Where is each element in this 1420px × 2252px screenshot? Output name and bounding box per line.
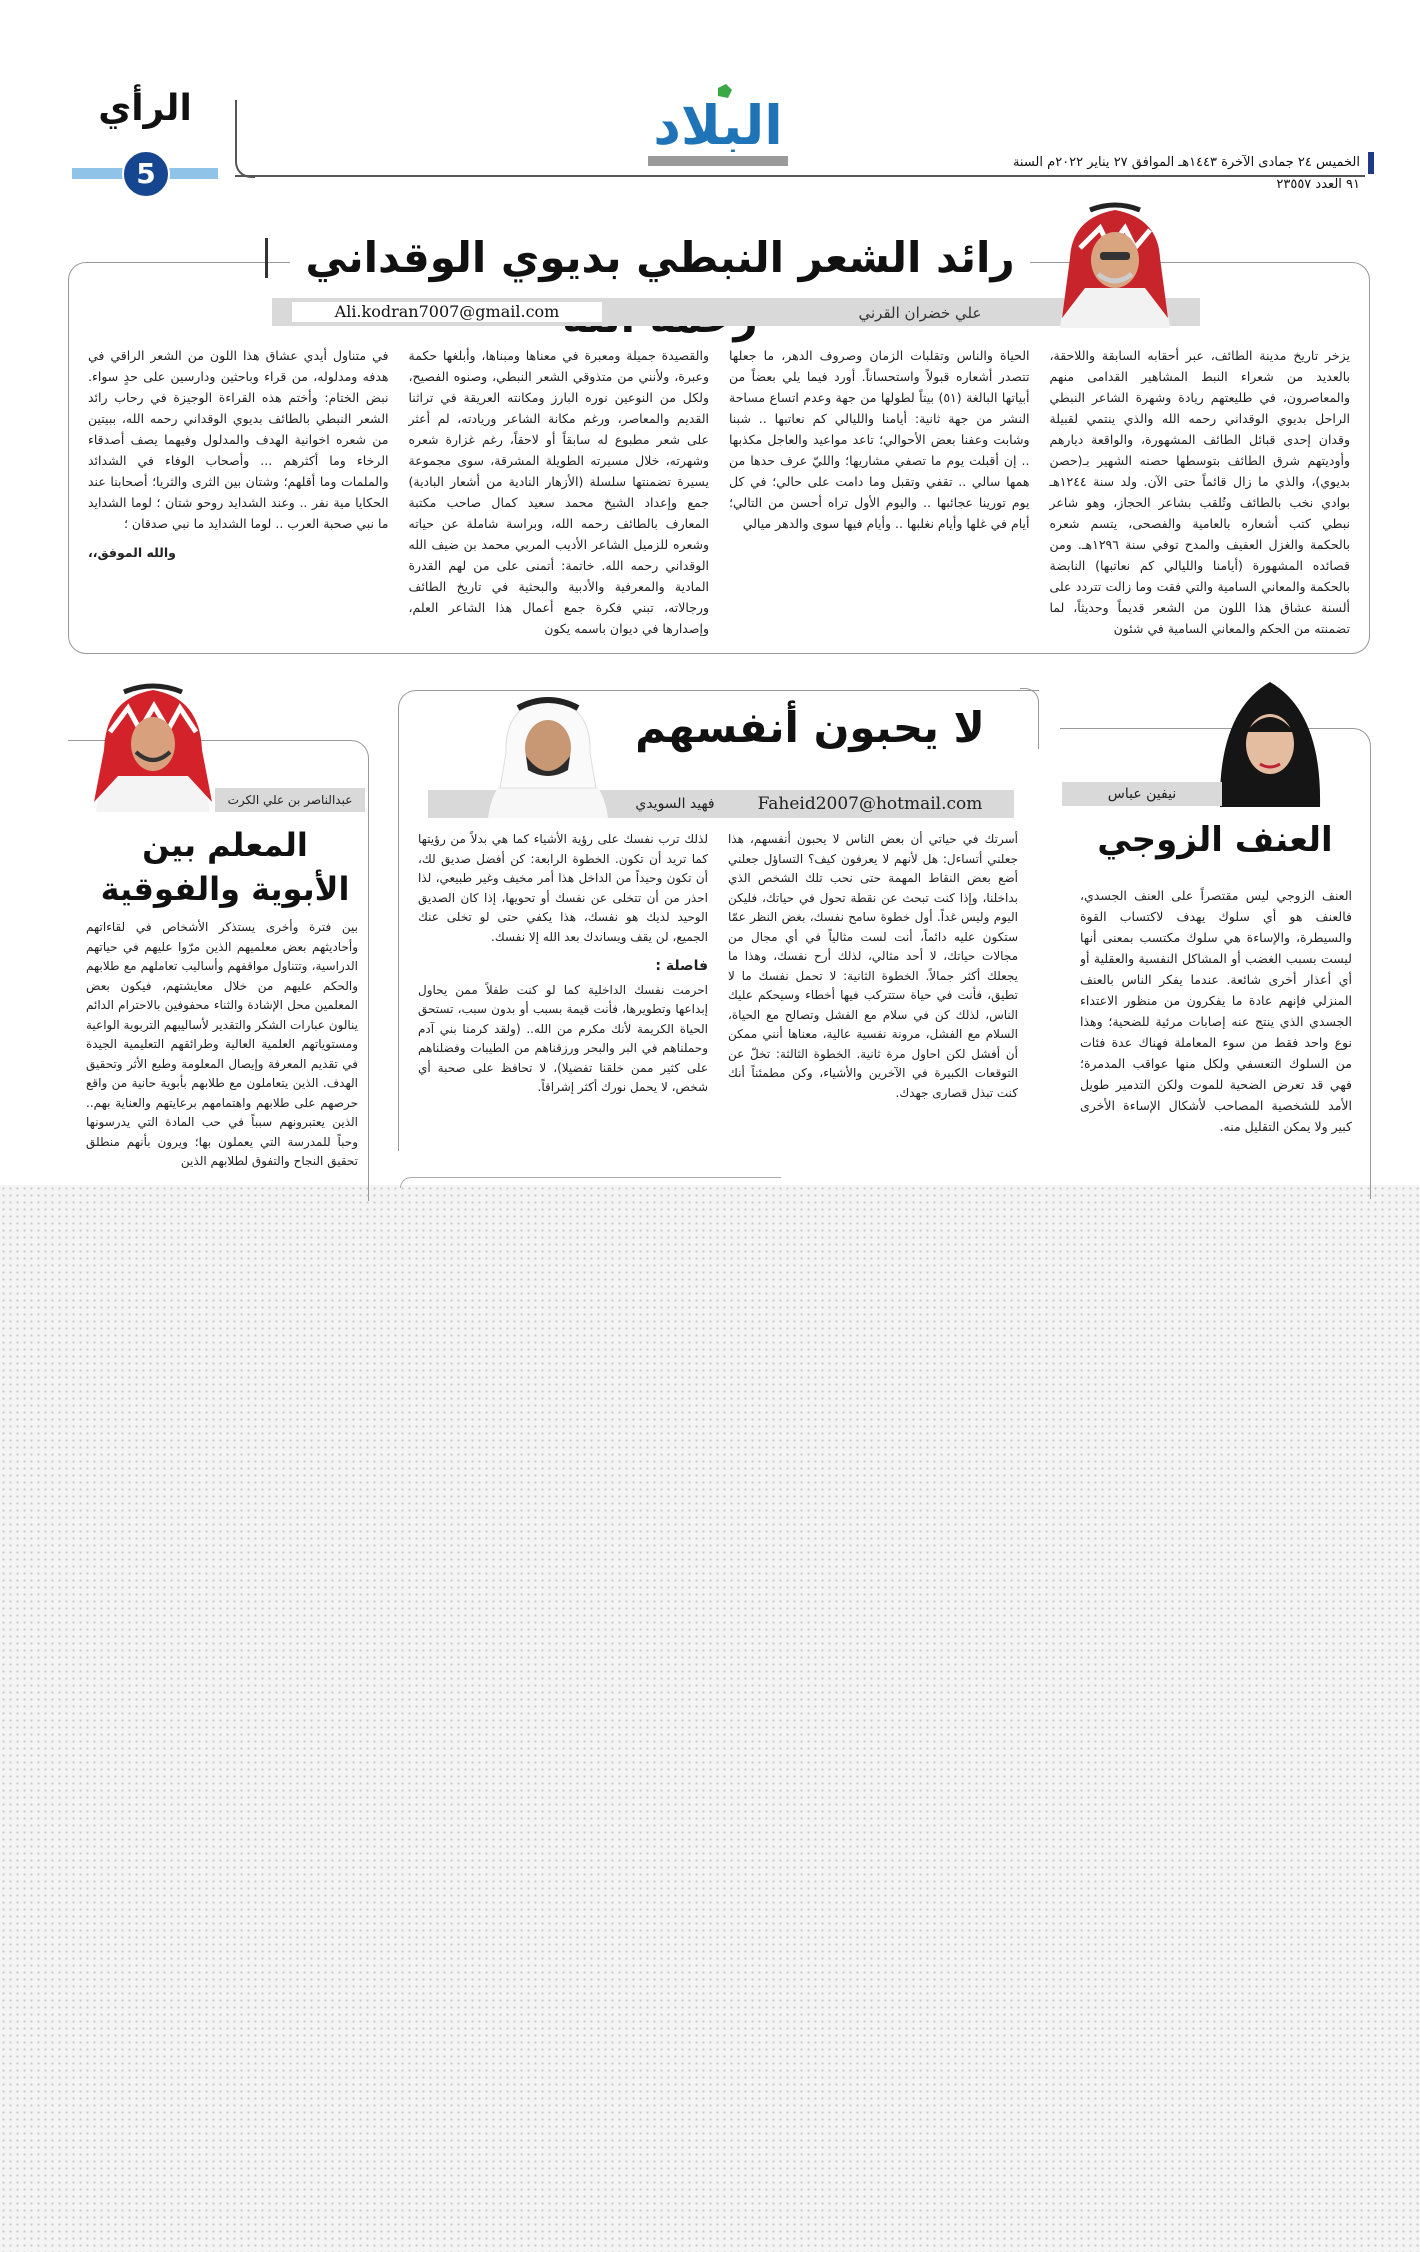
middle-article-subhead: فاصلة :	[655, 958, 708, 974]
title-accent-rule	[265, 238, 268, 278]
middle-author-email: Faheid2007@hotmail.com	[757, 794, 983, 814]
left-author-name: عبدالناصر بن علي الكرت	[215, 788, 365, 812]
main-article-column-3	[409, 345, 710, 640]
middle-author-photo	[478, 678, 618, 818]
issue-date-line: الخميس ٢٤ جمادى الآخرة ١٤٤٣هـ الموافق ٢٧ يناير ٢٠٢٢م السنة ٩١ العدد ٢٣٥٥٧	[1010, 152, 1374, 174]
paragraph: والقصيدة جميلة ومعبرة في معناها ومبناها، وأبلغها حكمة وعبرة، ولأنني من متذوقي الشعر النبطي، وصنوه الفصيح، ولكل من النوعين نوره البارز ومكانته العريقة في تراثنا القديم والمعاصر، ورغم مكانة الشاعر وريادته، لم أعثر على شعر مطبوع له سابقاً أو لاحقاً، رغم غزارة شعره وشهرته، خلال مسيرته الطويلة المشرقة، سوى مجموعة يسيرة تضمنتها سلسلة (الأزهار النادية من أشعار البادية) جمع وإعداد الشيخ محمد سعيد كمال صاحب مكتبة المعارف بالطائف رحمه الله، وبراسة شاملة عن حياته وشعره للزميل الشاعر الأديب المربي محمد بن ضيف الله الوقداني رحمه الله. خاتمة: أتمنى على من لهم القدرة المادية والمعرفية والأدبية والبحثية في تاريخ الطائف ورجالاته، تبني فكرة جمع أعمال هذا الشاعر العلم، وإصدارها في ديوان باسمه يكون	[408, 348, 709, 636]
left-article-body	[86, 918, 358, 1188]
logo-graphic	[648, 82, 788, 152]
main-article-column-1	[1050, 345, 1351, 640]
bottom-frame-rule	[400, 1177, 781, 1188]
right-article-body	[1080, 885, 1352, 1185]
main-author-photo	[1050, 188, 1180, 328]
section-title: الرأي	[98, 88, 192, 129]
right-article-text: العنف الزوجي ليس مقتصراً على العنف الجسدي، فالعنف هو أي سلوك يهدف لاكتساب القوة والسيطرة، والإساءة هي سلوك مكتسب بمعنى أنها ليست بسبب الغضب أو المشاكل النفسية والعقلية أو أي أعذار أخرى شائعة. عندما يفكر الناس بالعنف المنزلي فإنهم عادة ما يفكرون من منظور الاعتداء الجسدي الذي ينتج عنه إصابات مرئية للضحية؛ وهذا نوع واحد فقط من سوء المعاملة فهناك عدة فئات من السلوك التعسفي ولكل منها عواقب المدمرة؛ فهي قد تعرض الضحية للموت ولكن التدمير طويل الأمد للشخصية المصاحب لأشكال الإساءة الأخرى كبير ولا يمكن التقليل منه.	[1080, 888, 1352, 1134]
right-article-title: العنف الزوجي	[1097, 820, 1333, 860]
left-title-line-2: الأبوية والفوقية	[100, 870, 350, 908]
newspaper-logo	[648, 82, 788, 172]
main-article-column-4	[88, 345, 389, 640]
middle-article-column-1	[728, 830, 1018, 1150]
main-article-column-2	[729, 345, 1030, 640]
paragraph: في متناول أيدي عشاق هذا اللون من الشعر الراقي في هدفه ومدلوله، من قراء وباحثين ودارسين على حدٍ سواء. نبض الختام: وأختم هذه القراءة الوجيزة في رحاب رائد الشعر النبطي بالطائف بديوي الوقداني رحمه الله، ببيتين من شعره اخوانية الهدف والمدلول وفيهما يصف أصدقاء الرخاء وما أكثرهم ... وأصحاب الوفاء في الشدائد والملمات وما أقلهم؛ وشتان بين الثرى والثريا؛ أصحابنا عند الحكايا مية نفر .. وعند الشدايد روحو شتان ؛ لوما الشدايد ما نبي صحبة العرب .. لوما الشدايد ما نبي صدقان ؛	[88, 348, 389, 531]
paragraph: يزخر تاريخ مدينة الطائف، عبر أحقابه السابقة واللاحقة، بالعديد من شعراء النبط المشاهير القدامى منهم والمعاصرون، في طليعتهم ريادة وشهرة الشاعر النبطي الراحل بديوي الوقداني رحمه الله والذي ينتمي لقبيلة وقدان إحدى قبائل الطائف المشهورة، والواقعة ديارهم وأوديتهم شرق الطائف بتوسطها حصنه الشهير بـ(حصن بديوي)، والذي ما زال قائماً حتى الآن. ولد سنة ١٢٤٤هـ بوادي نخب بالطائف وتُلقب بشاعر الحجاز، وهو شاعر نبطي كتب أشعاره بالعامية والفصحى، يتسم شعره بالحكمة والغزل العفيف والمدح توفي سنة ١٢٩٦هـ. ومن قصائده المشهورة (أيامنا والليالي كم نعاتبها) النابضة بالحكمة والمعاني السامية والتي فقت وما زالت تتردد على ألسنة عشاق هذا اللون من الشعر قديماً وحديثاً، لما تضمنته من الحكم والمعاني السامية في شئون	[1049, 348, 1350, 636]
main-author-name: علي خضران القرني	[858, 304, 982, 322]
main-author-email: Ali.kodran7007@gmail.com	[292, 302, 602, 322]
paragraph: احرمت نفسك الداخلية كما لو كنت طفلاً ممن يحاول إبداعها وتطويرها، فأنت قيمة بسبب أو بدون سبب، تستحق الحياة الكريمة لأنك مكرم من الله.. (ولقد كرمنا بني آدم وحملناهم في البر والبحر ورزقناهم من الطيبات وفضلناهم على كثير ممن خلقنا تفضيلا)، لا تحافظ على صحبة أي شخص، لا يحمل نورك أكثر إشراقاً.	[418, 982, 708, 1094]
header-rule-curve	[235, 100, 255, 178]
paragraph: أسرتك في حياتي أن بعض الناس لا يحبون أنفسهم، هذا جعلني أتساءل: هل لأنهم لا يعرفون كيف؟ التساؤل جعلني أضع بعض النقاط المهمة حتى نحب تلك الشخص الذي بداخلنا، وإذا كنت تبحث عن نقطة تحول في حياتك، فليكن اليوم وليس غداً. أول خطوة سامح نفسك، بغض النظر عمّا ستكون عليه دائماً، أنت لست مثالياً في أي مجال من مجالات حياتك، لا أحد مثالي، لذلك أرح نفسك، وهذا ما يجعلك أكثر جمالاً. الخطوة الثانية: لا تحمل نفسك ما لا تطيق، فأنت في حياة ستتركب فيها أخطاء وسيحكم عليك الناس، لذلك كن في سلام مع الفشل وتصالح مع الحياة، السلام مع الفشل، مرونة نفسية عالية، معناها أنني ممكن أن أفشل لكن احاول مرة ثانية. الخطوة الثالثة: تخلّ عن التوقعات الكبيرة في الآخرين والأشياء، وكن مطمئناً أنك كنت تبذل قصارى جهدك.	[728, 832, 1018, 1100]
main-article-title: رائد الشعر النبطي بديوي الوقداني	[290, 228, 1030, 348]
paragraph: الحياة والناس وتقلبات الزمان وصروف الدهر، ما جعلها تتصدر أشعاره قبولاً واستحساناً. أورد فيما يلي بعضاً من أبياتها البالغة (٥١) بيتاً لطولها من جهة وعدم اتساع مساحة النشر من جهة ثانية: أيامنا والليالي كم نعاتبها .. شبنا وشابت وعفنا بعض الأحوالي؛ تاعد مواعيد والعاجل مكذبها .. إن أقبلت يوم ما تصفي مشاريها؛ والليّ عرف حدها من همها سالي .. تقفي وتقبل وما دامت على حالي؛ في كل يوم تورينا عجائبها .. واليوم الأول تراه أحسن من التالي؛ أيام في غلها وأيام نغلبها .. وأيام فيها سوى والدهر ميالي	[729, 348, 1030, 531]
middle-author-name: فهيد السويدي	[635, 796, 715, 812]
paragraph: لذلك ترب نفسك على رؤية الأشياء كما هي بدلاً من رؤيتها كما تريد أن تكون. الخطوة الرابعة: كن أفضل صديق لك، أن تكون وحيداً من الداخل هذا أمر مخيف وغير طبيعي، لذا احذر من أن تتخلى عن نفسك أو تحويها، إذا كان الصديق الوحيد لديك هو نفسك، هذا يكفي حتى لو تخلى عنك الجميع، لن يقف ويساندك بعد الله إلا نفسك.	[418, 832, 708, 944]
main-article-body	[88, 345, 1350, 640]
header-rule	[235, 175, 1365, 177]
dotted-background	[0, 1185, 1420, 2252]
left-article-text: بين فترة وأخرى يستذكر الأشخاص في لقاءاتهم وأحاديثهم بعض معلميهم الذين مرّوا عليهم في حياتهم الدراسية، وتتناول مواقفهم وأساليب تعاملهم مع طلابهم والحكم عليهم من خلال معايشتهم، فيكون بعض المعلمين محل الإشادة والثناء محفوفين بالاحترام الدائم ينالون عبارات الشكر والتقدير لأساليبهم التربوية الواعية ومستوياتهم العلمية العالية وطرائقهم التعليمية الجيدة في تقديم المعرفة وإيصال المعلومة وطبع الأثر وتحقيق الهدف. الذين يتعاملون مع طلابهم بأبوية حانية من واقع حرصهم على طلابهم واهتمامهم برعايتهم والعناية بهم.. الذين يعتبرونهم سبباً في حب المادة التي يدرسونها وحباً للمدرسة التي يعملون بها؛ ويرون بأنهم منطلق تحقيق النجاح والتفوق لطلابهم الذين	[86, 920, 358, 1168]
left-article-title	[75, 823, 375, 911]
right-author-name: نيفين عباس	[1062, 782, 1222, 806]
middle-frame-curve	[1020, 688, 1039, 749]
middle-article-column-2	[418, 830, 708, 1150]
logo-text: البلاد	[653, 94, 783, 152]
left-title-line-1: المعلم بين	[142, 826, 308, 864]
page-number: 5	[122, 150, 170, 198]
logo-underline	[648, 156, 788, 166]
left-author-photo	[88, 672, 218, 812]
middle-article-body	[418, 830, 1018, 1150]
middle-article-title: لا يحبون أنفسهم	[635, 703, 985, 752]
main-article-closing: والله الموفق،،	[88, 545, 176, 560]
